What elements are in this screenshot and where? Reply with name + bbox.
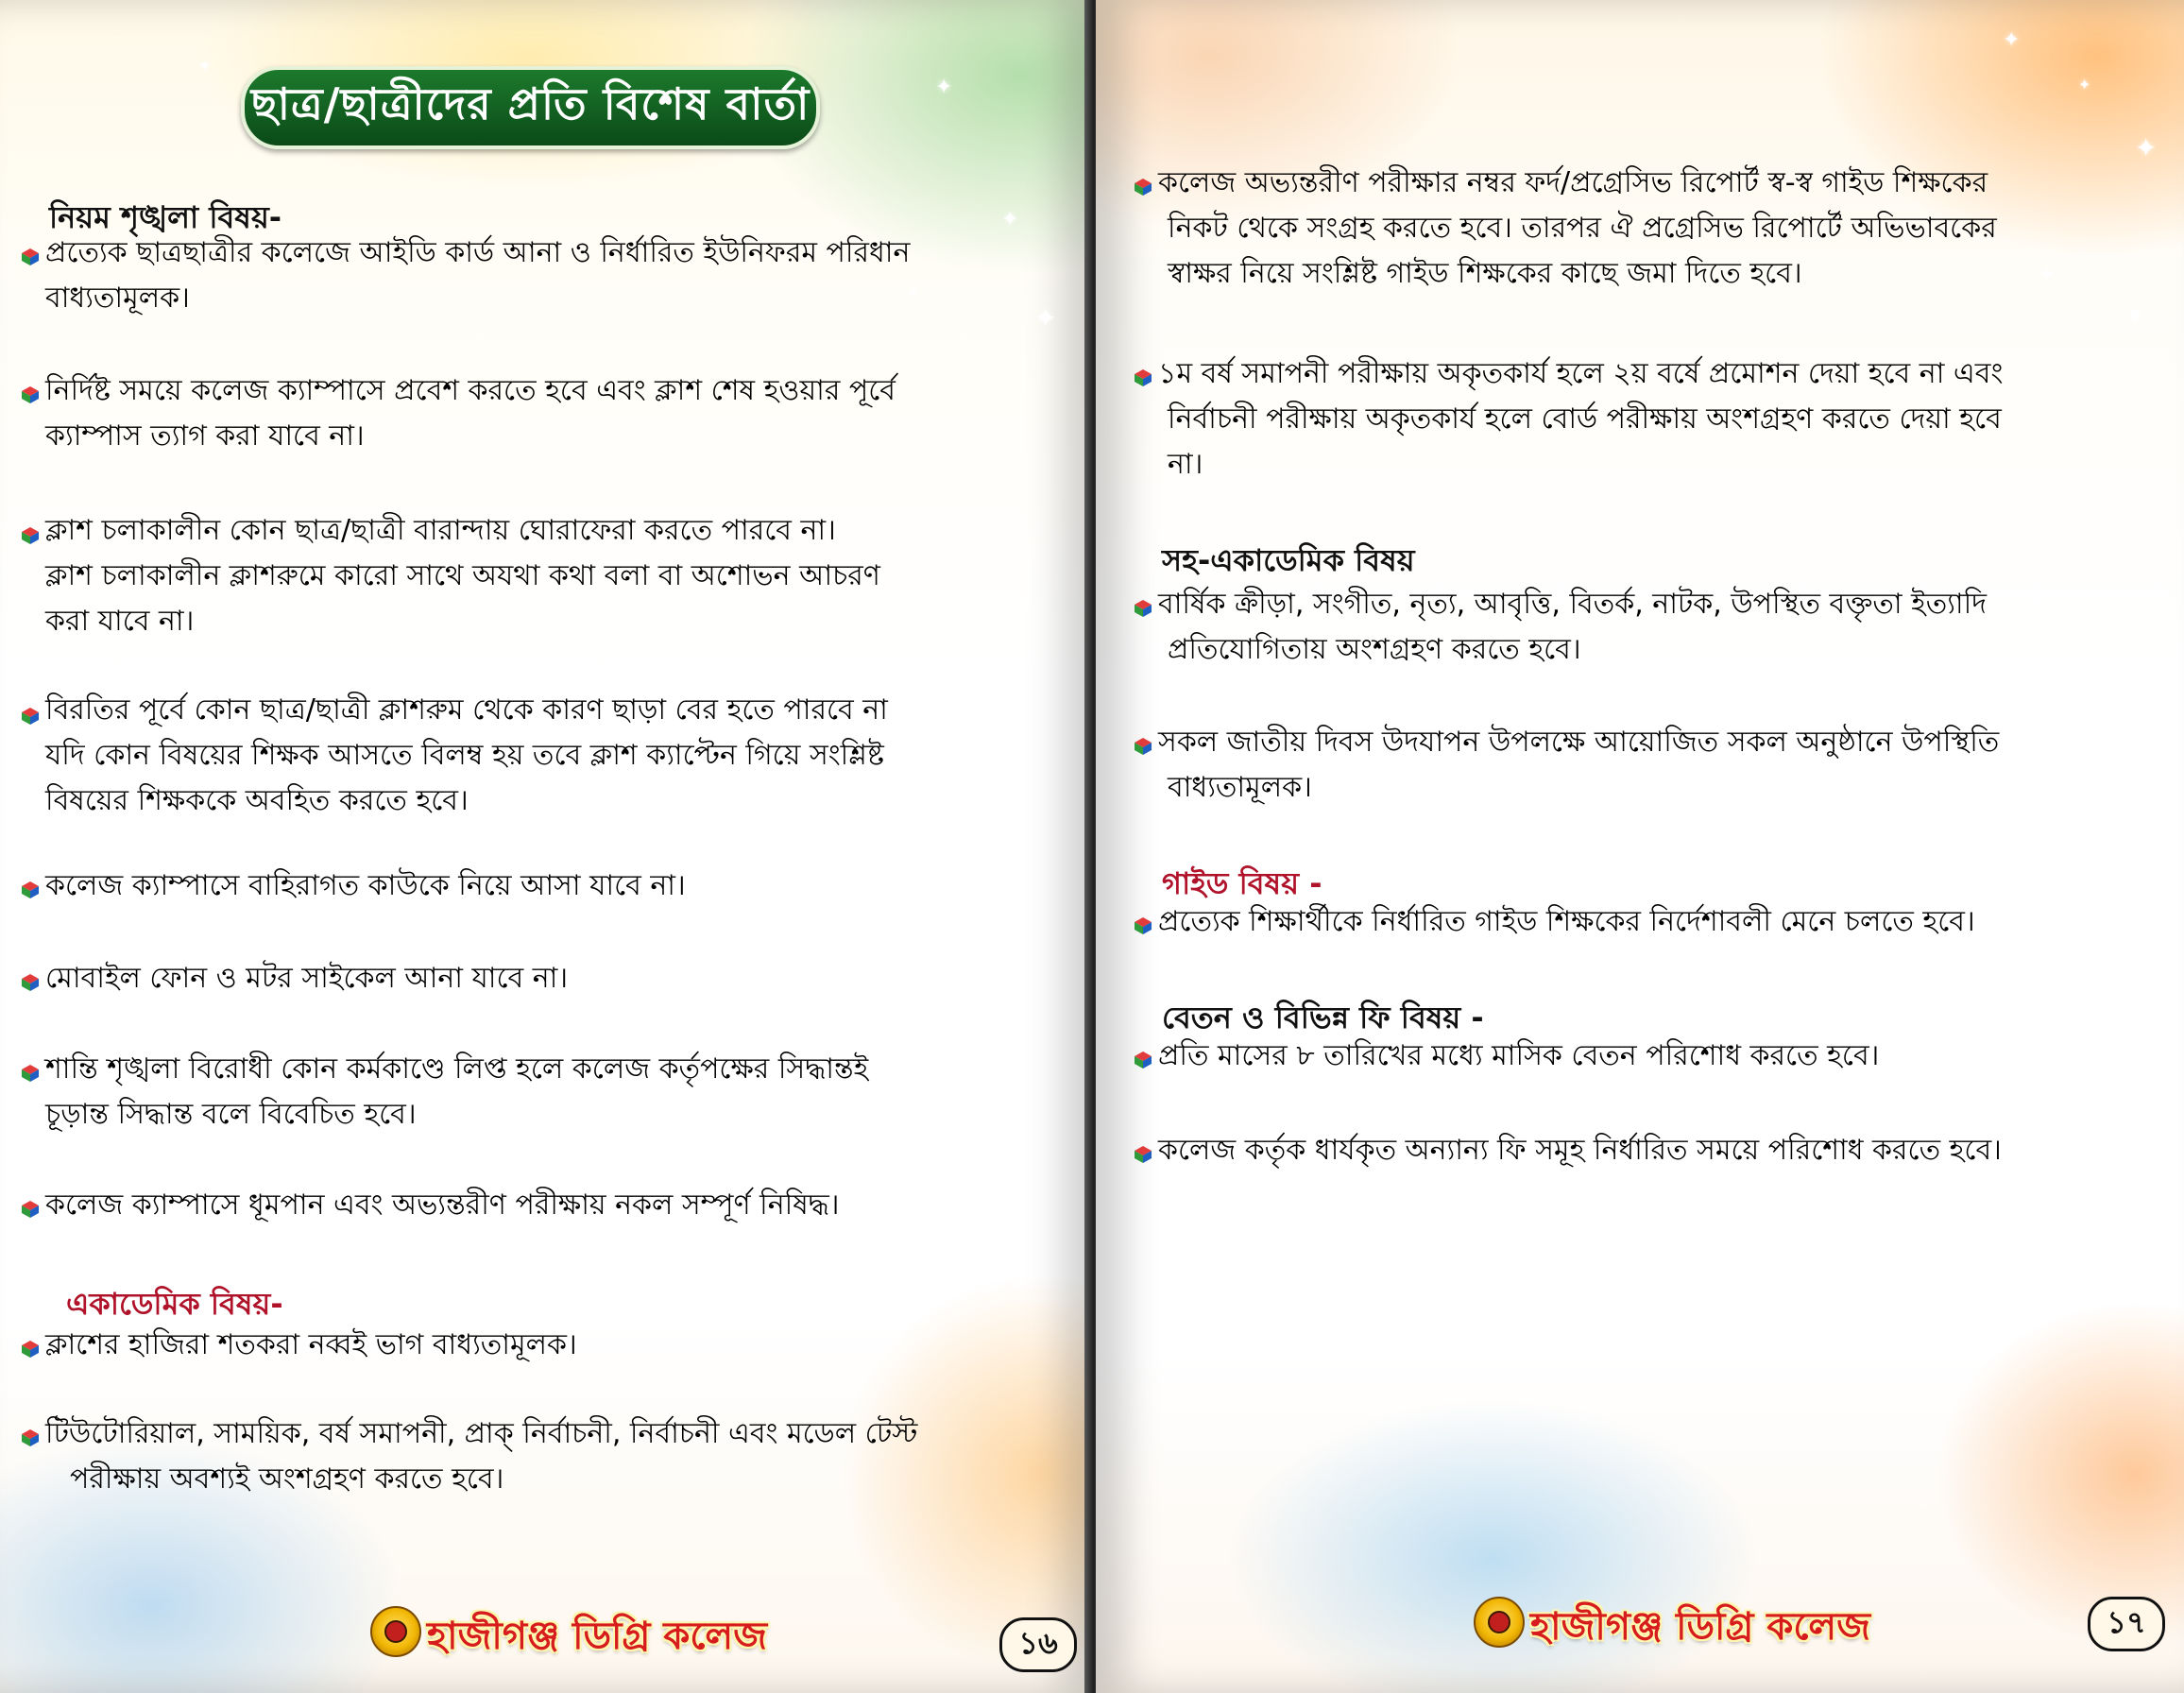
- cube-bullet-icon: [21, 1200, 40, 1219]
- cube-bullet-icon: [1134, 178, 1152, 197]
- cube-bullet-icon: [21, 526, 40, 545]
- cube-bullet-icon: [21, 1428, 40, 1447]
- list-item: ক্লাশের হাজিরা শতকরা নব্বই ভাগ বাধ্যতামূলক।: [45, 1328, 577, 1361]
- list-item: কলেজ ক্যাম্পাসে বাহিরাগত কাউকে নিয়ে আসা যাবে না।: [45, 869, 686, 902]
- star-decoration-icon: ✦: [907, 283, 920, 301]
- star-decoration-icon: ✦: [198, 57, 212, 75]
- cube-bullet-icon: [1134, 1051, 1152, 1069]
- star-decoration-icon: ✦: [1034, 302, 1057, 333]
- cube-bullet-icon: [1134, 599, 1152, 618]
- footer-college-name: হাজীগঞ্জ ডিগ্রি কলেজ: [427, 1615, 768, 1658]
- list-item: প্রতি মাসের ৮ তারিখের মধ্যে মাসিক বেতন পরিশোধ করতে হবে।: [1158, 1039, 1880, 1072]
- star-decoration-icon: ✦: [2040, 265, 2056, 284]
- page-title: ছাত্র/ছাত্রীদের প্রতি বিশেষ বার্তা: [250, 78, 810, 129]
- cube-bullet-icon: [21, 973, 40, 992]
- footer-college-name: হাজীগঞ্জ ডিগ্রি কলেজ: [1530, 1605, 1871, 1649]
- college-logo-icon: [370, 1606, 421, 1657]
- cube-bullet-icon: [1134, 368, 1152, 387]
- list-item: টিউটোরিয়াল, সাময়িক, বর্ষ সমাপনী, প্রাক্ নির্বাচনী, নির্বাচনী এবং মডেল টেস্ট পরীক্ষায় অবশ্যই অংশগ্রহণ করতে হবে।: [45, 1417, 918, 1496]
- cube-bullet-icon: [21, 1340, 40, 1359]
- list-item: প্রত্যেক শিক্ষার্থীকে নির্ধারিত গাইড শিক্ষকের নির্দেশাবলী মেনে চলতে হবে।: [1158, 905, 1975, 938]
- college-logo-icon: [1474, 1597, 1525, 1648]
- page-number: ১৬: [999, 1617, 1077, 1672]
- list-item: নির্দিষ্ট সময়ে কলেজ ক্যাম্পাসে প্রবেশ করতে হবে এবং ক্লাশ শেষ হওয়ার পূর্বে ক্যাম্পাস ত্যাগ করা যাবে না।: [45, 374, 896, 453]
- list-item: ১ম বর্ষ সমাপনী পরীক্ষায় অকৃতকার্য হলে ২য় বর্ষে প্রমোশন দেয়া হবে না এবং নির্বাচনী পরীক্ষায় অকৃতকার্য হলে বোর্ড পরীক্ষায় অংশগ্রহণ করতে দেয়া হবে না।: [1158, 357, 2004, 481]
- list-item: বার্ষিক ক্রীড়া, সংগীত, নৃত্য, আবৃত্তি, বিতর্ক, নাটক, উপস্থিত বক্তৃতা ইত্যাদি প্রতিযোগিতায় অংশগ্রহণ করতে হবে।: [1158, 588, 1987, 666]
- cube-bullet-icon: [1134, 916, 1152, 935]
- section-heading-discipline: নিয়ম শৃঙ্খলা বিষয়-: [49, 199, 282, 235]
- section-heading-academic: একাডেমিক বিষয়-: [66, 1286, 283, 1322]
- cube-bullet-icon: [21, 1064, 40, 1083]
- star-decoration-icon: ✦: [2078, 76, 2091, 94]
- star-decoration-icon: ✦: [2135, 132, 2158, 163]
- cube-bullet-icon: [1134, 737, 1152, 756]
- list-item: কলেজ কর্তৃক ধার্যকৃত অন্যান্য ফি সমূহ নির্ধারিত সময়ে পরিশোধ করতে হবে।: [1158, 1134, 2002, 1167]
- cube-bullet-icon: [21, 385, 40, 404]
- star-decoration-icon: ✦: [935, 76, 953, 99]
- list-item: কলেজ ক্যাম্পাসে ধূমপান এবং অভ্যন্তরীণ পরীক্ষায় নকল সম্পূর্ণ নিষিদ্ধ।: [45, 1189, 840, 1222]
- right-page: [1096, 0, 2184, 1693]
- cube-bullet-icon: [21, 248, 40, 266]
- section-heading-co-academic: সহ-একাডেমিক বিষয়: [1162, 542, 1415, 578]
- list-item: প্রত্যেক ছাত্রছাত্রীর কলেজে আইডি কার্ড আনা ও নির্ধারিত ইউনিফরম পরিধান বাধ্যতামূলক।: [45, 236, 911, 315]
- star-decoration-icon: ✦: [2003, 28, 2021, 52]
- cube-bullet-icon: [1134, 1145, 1152, 1164]
- list-item: মোবাইল ফোন ও মটর সাইকেল আনা যাবে না।: [45, 962, 569, 995]
- list-item: বিরতির পূর্বে কোন ছাত্র/ছাত্রী ক্লাশরুম থেকে কারণ ছাড়া বের হতে পারবে না যদি কোন বিষয়ের শিক্ষক আসতে বিলম্ব হয় তবে ক্লাশ ক্যাপ্টেন গিয়ে সংশ্লিষ্ট বিষয়ের শিক্ষককে অবহিত করতে হবে।: [45, 693, 888, 817]
- page-number: ১৭: [2088, 1597, 2165, 1651]
- section-heading-fees: বেতন ও বিভিন্ন ফি বিষয় -: [1162, 1000, 1484, 1035]
- page-title-banner: [241, 66, 820, 149]
- list-item: সকল জাতীয় দিবস উদযাপন উপলক্ষে আয়োজিত সকল অনুষ্ঠানে উপস্থিতি বাধ্যতামূলক।: [1158, 726, 2000, 804]
- section-heading-guide: গাইড বিষয় -: [1162, 865, 1322, 901]
- list-item: কলেজ অভ্যন্তরীণ পরীক্ষার নম্বর ফর্দ/প্রগ্রেসিভ রিপোর্ট স্ব-স্ব গাইড শিক্ষকের নিকট থেকে সংগ্রহ করতে হবে। তারপর ঐ প্রগ্রেসিভ রিপোর্টে অভিভাবকের স্বাক্ষর নিয়ে সংশ্লিষ্ট গাইড শিক্ষকের কাছে জমা দিতে হবে।: [1158, 166, 1997, 290]
- left-page: [0, 0, 1091, 1693]
- star-decoration-icon: ✦: [2125, 302, 2146, 331]
- list-item: ক্লাশ চলাকালীন কোন ছাত্র/ছাত্রী বারান্দায় ঘোরাফেরা করতে পারবে না। ক্লাশ চলাকালীন ক্লাশরুমে কারো সাথে অযথা কথা বলা বা অশোভন আচরণ করা যাবে না।: [45, 514, 880, 638]
- cube-bullet-icon: [21, 881, 40, 899]
- cube-bullet-icon: [21, 707, 40, 726]
- list-item: শান্তি শৃঙ্খলা বিরোধী কোন কর্মকাণ্ডে লিপ্ত হলে কলেজ কর্তৃপক্ষের সিদ্ধান্তই চূড়ান্ত সিদ্ধান্ত বলে বিবেচিত হবে।: [45, 1052, 869, 1131]
- star-decoration-icon: ✦: [1001, 208, 1019, 231]
